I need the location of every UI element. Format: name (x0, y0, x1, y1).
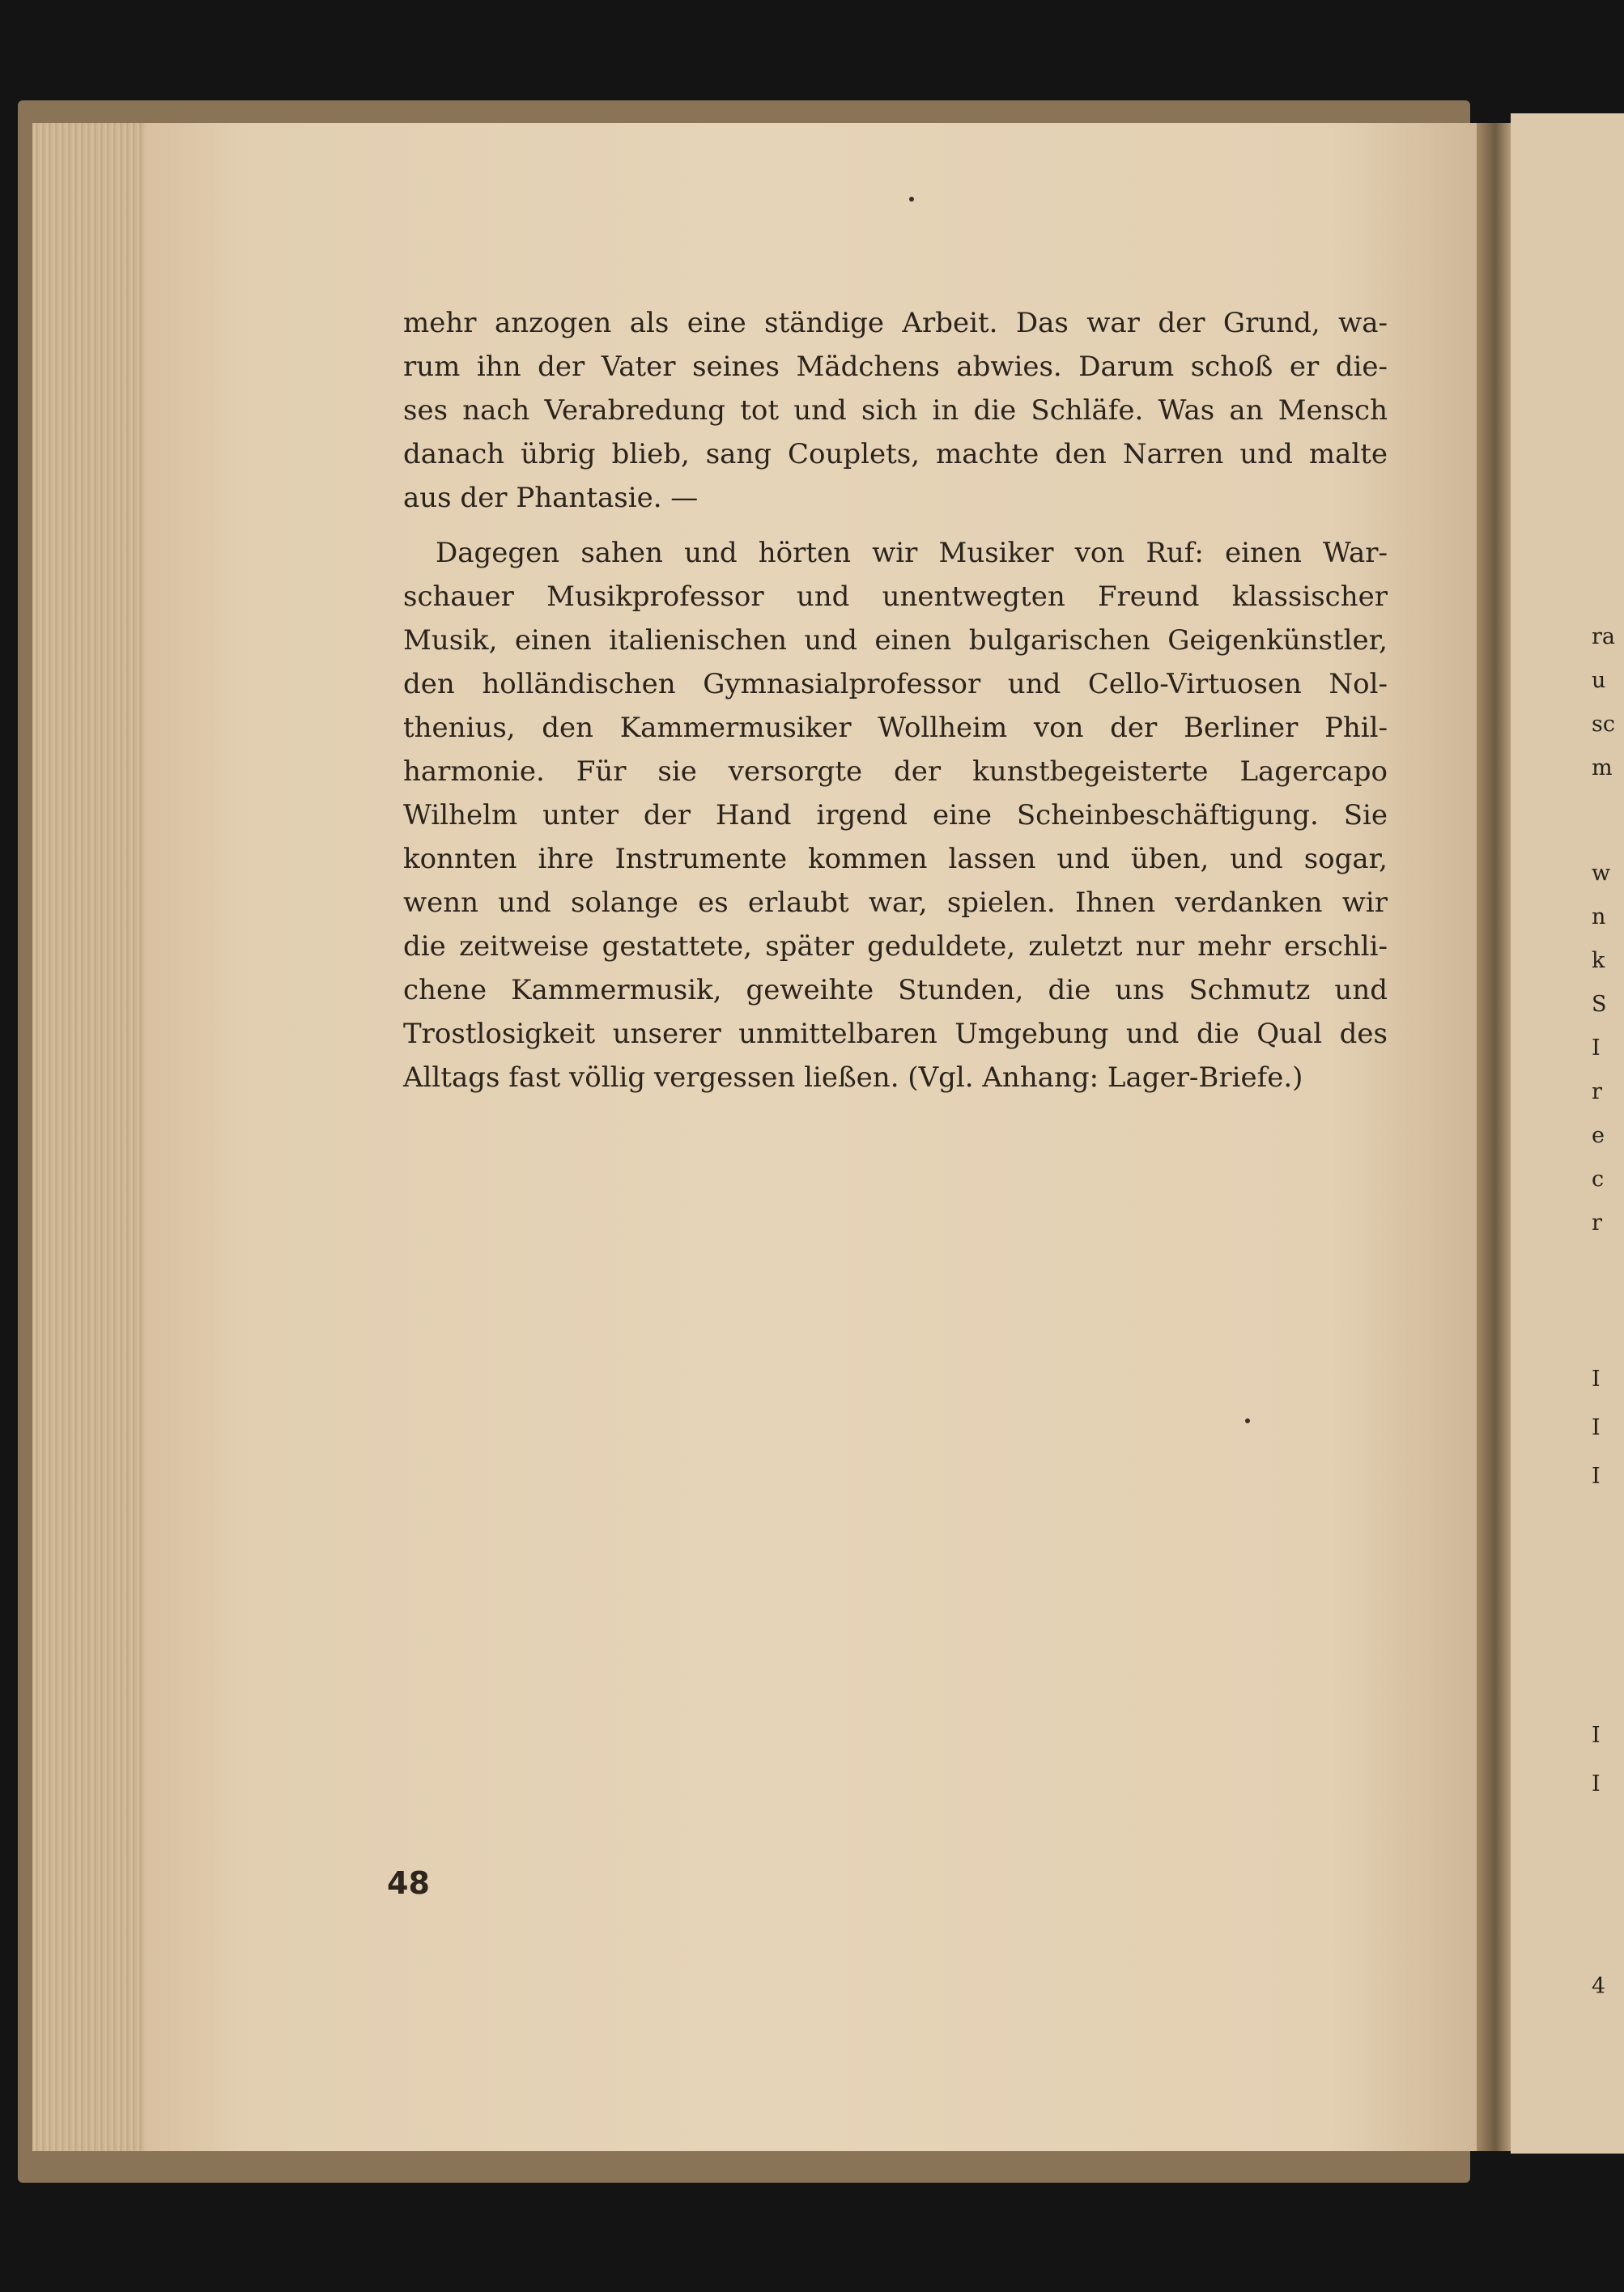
text-line: Musik, einen italienischen und einen bulgarischen Geigenkünstler, (403, 624, 1388, 657)
book-gutter (1477, 123, 1511, 2151)
text-line: aus der Phantasie. — (403, 482, 699, 514)
adjacent-page-fragment: I (1592, 1771, 1601, 1797)
adjacent-page-fragment: w (1592, 861, 1611, 886)
text-line: rum ihn der Vater seines Mädchens abwies. Darum schoß er die- (403, 351, 1388, 383)
adjacent-page-fragment: I (1592, 1464, 1601, 1489)
adjacent-page-fragment: r (1592, 1210, 1602, 1235)
text-line: wenn und solange es erlaubt war, spielen. Ihnen verdanken wir (403, 887, 1388, 919)
text-line: Trostlosigkeit unserer unmittelbaren Umgebung und die Qual des (403, 1018, 1388, 1050)
text-line: danach übrig blieb, sang Couplets, machte den Narren und malte (403, 438, 1388, 470)
adjacent-page (1511, 113, 1624, 2154)
adjacent-page-fragment: m (1592, 755, 1613, 780)
text-line: die zeitweise gestattete, später geduldete, zuletzt nur mehr erschli- (403, 930, 1388, 963)
text-line: schauer Musikprofessor und unentwegten Freund klassischer (403, 580, 1388, 613)
page-number: 48 (387, 1865, 430, 1901)
adjacent-page-fragment: sc (1592, 712, 1615, 737)
adjacent-page-fragment: u (1592, 668, 1606, 693)
paper-speck (1245, 1418, 1250, 1423)
text-line: ses nach Verabredung tot und sich in die Schläfe. Was an Mensch (403, 394, 1388, 427)
adjacent-page-fragment: k (1592, 948, 1605, 973)
adjacent-page-fragment: I (1592, 1415, 1601, 1440)
text-line: Wilhelm unter der Hand irgend eine Scheinbeschäftigung. Sie (403, 799, 1388, 831)
adjacent-page-fragment: c (1592, 1167, 1605, 1192)
text-line: konnten ihre Instrumente kommen lassen und üben, und sogar, (403, 843, 1388, 875)
adjacent-page-fragment: S (1592, 992, 1607, 1017)
paragraph (403, 301, 1388, 520)
adjacent-page-fragment: I (1592, 1035, 1601, 1061)
text-line: thenius, den Kammermusiker Wollheim von der Berliner Phil- (403, 712, 1388, 744)
text-line: Alltags fast völlig vergessen ließen. (Vgl. Anhang: Lager-Briefe.) (403, 1061, 1303, 1094)
adjacent-page-fragment: r (1592, 1079, 1602, 1104)
adjacent-page-fragment: 4 (1592, 1974, 1606, 1999)
text-line: chene Kammermusik, geweihte Stunden, die uns Schmutz und (403, 974, 1388, 1006)
body-text (403, 301, 1388, 1099)
text-line: Dagegen sahen und hörten wir Musiker von Ruf: einen War- (436, 537, 1388, 569)
adjacent-page-fragment: n (1592, 904, 1606, 929)
adjacent-page-fragment: ra (1592, 624, 1616, 649)
text-line: mehr anzogen als eine ständige Arbeit. Das war der Grund, wa- (403, 307, 1388, 339)
adjacent-page-fragment: I (1592, 1367, 1601, 1392)
text-line: den holländischen Gymnasialprofessor und Cello-Virtuosen Nol- (403, 668, 1388, 700)
adjacent-page-fragment: I (1592, 1723, 1601, 1748)
paper-speck (909, 197, 914, 202)
paragraph (403, 531, 1388, 1099)
text-line: harmonie. Für sie versorgte der kunstbegeisterte Lagercapo (403, 755, 1388, 788)
page-edges (32, 123, 154, 2151)
adjacent-page-fragment: e (1592, 1123, 1605, 1148)
